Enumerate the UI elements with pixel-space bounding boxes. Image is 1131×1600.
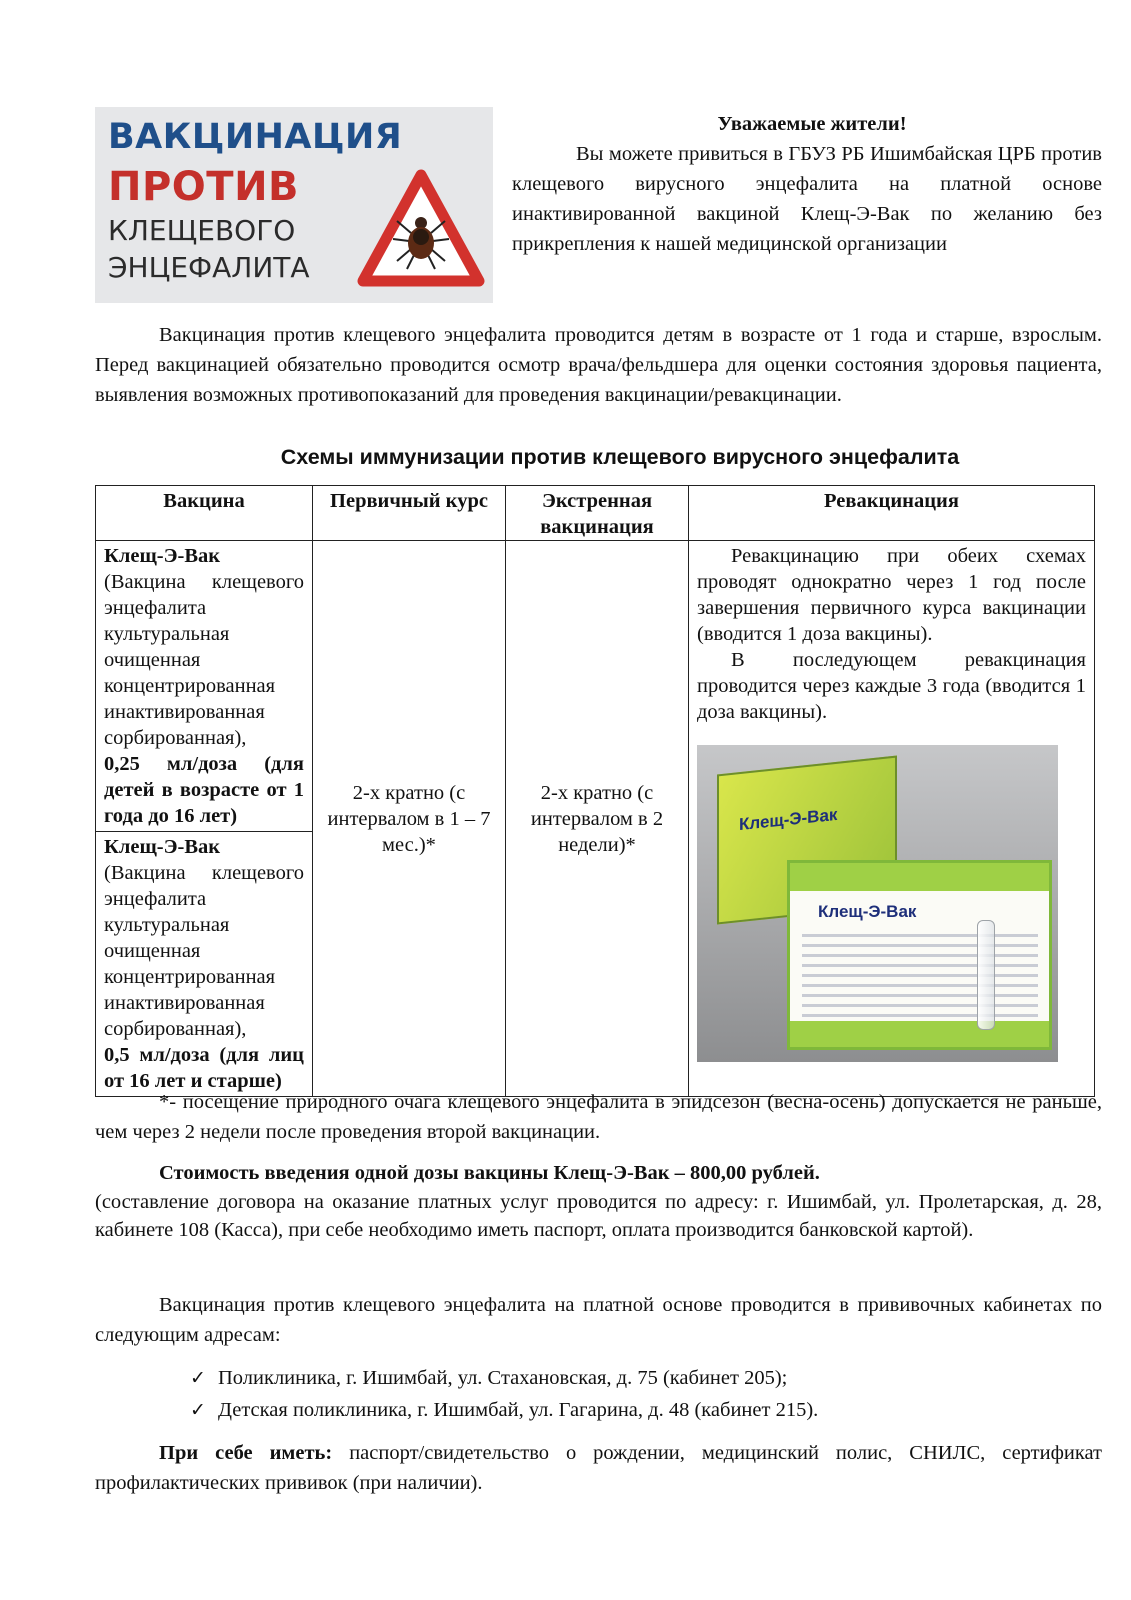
vaccine-cell-adults [96,832,313,1097]
vaccine-dose: 0,25 мл/доза (для детей в возрасте от 1 года до 16 лет) [104,753,304,827]
list-item [190,1362,1090,1394]
age-info-paragraph: Вакцинация против клещевого энцефалита проводится детям в возрасте от 1 года и старше, взрослым. Перед вакцинацией обязательно проводится осмотр врача/фельдшера для оценки состояния здоровья пациента, выявления возможных противопоказаний для проведения вакцинации/ревакцинации. [95,324,1102,406]
banner-line-1: ВАКЦИНАЦИЯ [108,117,403,157]
bring-label: При себе иметь: [159,1442,333,1464]
vaccine-package-photo [697,745,1058,1062]
locations-intro: Вакцинация против клещевого энцефалита на платной основе проводится в прививочных кабинетах по следующим адресам: [95,1294,1102,1346]
header-revaccination: Ревакцинация [689,486,1095,541]
package-label-adults: Клещ-Э-Вак [818,902,917,921]
table-row [96,541,1095,832]
table-header-row [96,486,1095,541]
package-label-children: Клещ-Э-Вак [739,804,838,835]
checkmark-icon: ✓ [190,1367,206,1389]
immunization-schedule-table [95,485,1095,1097]
address-list [190,1362,1090,1426]
banner-line-4: ЭНЦЕФАЛИТА [108,251,310,284]
address-text: Детская поликлиника, г. Ишимбай, ул. Гагарина, д. 48 (кабинет 215). [218,1399,819,1421]
header-vaccine: Вакцина [96,486,313,541]
ampoule [977,920,995,1030]
intro-message: Вы можете привиться в ГБУЗ РБ Ишимбайская ЦРБ против клещевого вирусного энцефалита на платной основе инактивированной вакциной Клещ-Э-Вак по желанию без прикрепления к нашей медицинской организации [512,143,1102,255]
header-emergency-vaccination: Экстренная вакцинация [506,486,689,541]
vaccine-description: (Вакцина клещевого энцефалита культуральная очищенная концентрированная инактивированная сорбированная), [104,571,304,749]
package-adults [787,860,1052,1050]
vaccination-banner [95,107,493,303]
banner-line-2: ПРОТИВ [108,164,300,210]
greeting: Уважаемые жители! [717,113,907,135]
revaccination-cell [689,541,1095,1097]
vaccine-description: (Вакцина клещевого энцефалита культуральная очищенная концентрированная инактивированная сорбированная), [104,862,304,1040]
revaccination-text-2: В последующем ревакцинация проводится через каждые 3 года (вводится 1 доза вакцины). [697,649,1086,723]
cost-note: (составление договора на оказание платных услуг проводится по адресу: г. Ишимбай, ул. Пролетарская, д. 28, кабинете 108 (Касса), при себе необходимо иметь паспорт, оплата производится банковской картой). [95,1191,1102,1241]
schedule-heading: Схемы иммунизации против клещевого вирусного энцефалита [280,445,960,469]
revaccination-text-1: Ревакцинацию при обеих схемах проводят однократно через 1 год после завершения первичного курса вакцинации (вводится 1 доза вакцины). [697,545,1086,645]
bring-text: паспорт/свидетельство о рождении, медицинский полис, СНИЛС, сертификат профилактических прививок (при наличии). [95,1442,1103,1494]
documents-to-bring [95,1438,1102,1498]
emergency-cell: 2-х кратно (с интервалом в 2 недели)* [506,541,689,1097]
intro-block [512,109,1102,259]
banner-line-3: КЛЕЩЕВОГО [108,214,296,247]
list-item [190,1394,1090,1426]
vaccine-name: Клещ-Э-Вак [104,836,221,858]
package-text-lines [802,927,1038,1017]
header-primary-course: Первичный курс [313,486,506,541]
address-text: Поликлиника, г. Ишимбай, ул. Стахановская, д. 75 (кабинет 205); [218,1367,788,1389]
vaccine-cell-children [96,541,313,832]
package-band [790,863,1049,891]
vaccine-name: Клещ-Э-Вак [104,545,221,567]
cost-title: Стоимость введения одной дозы вакцины Клещ-Э-Вак – 800,00 рублей. [159,1162,820,1184]
footnote: *- посещение природного очага клещевого энцефалита в эпидсезон (весна-осень) допускается не раньше, чем через 2 недели после проведения второй вакцинации. [95,1091,1102,1143]
cost-block [95,1158,1102,1244]
tick-warning-icon [357,169,485,287]
vaccine-dose: 0,5 мл/доза (для лиц от 16 лет и старше) [104,1044,304,1092]
package-band-bottom [790,1021,1049,1047]
primary-course-cell: 2-х кратно (с интервалом в 1 – 7 мес.)* [313,541,506,1097]
checkmark-icon: ✓ [190,1399,206,1421]
